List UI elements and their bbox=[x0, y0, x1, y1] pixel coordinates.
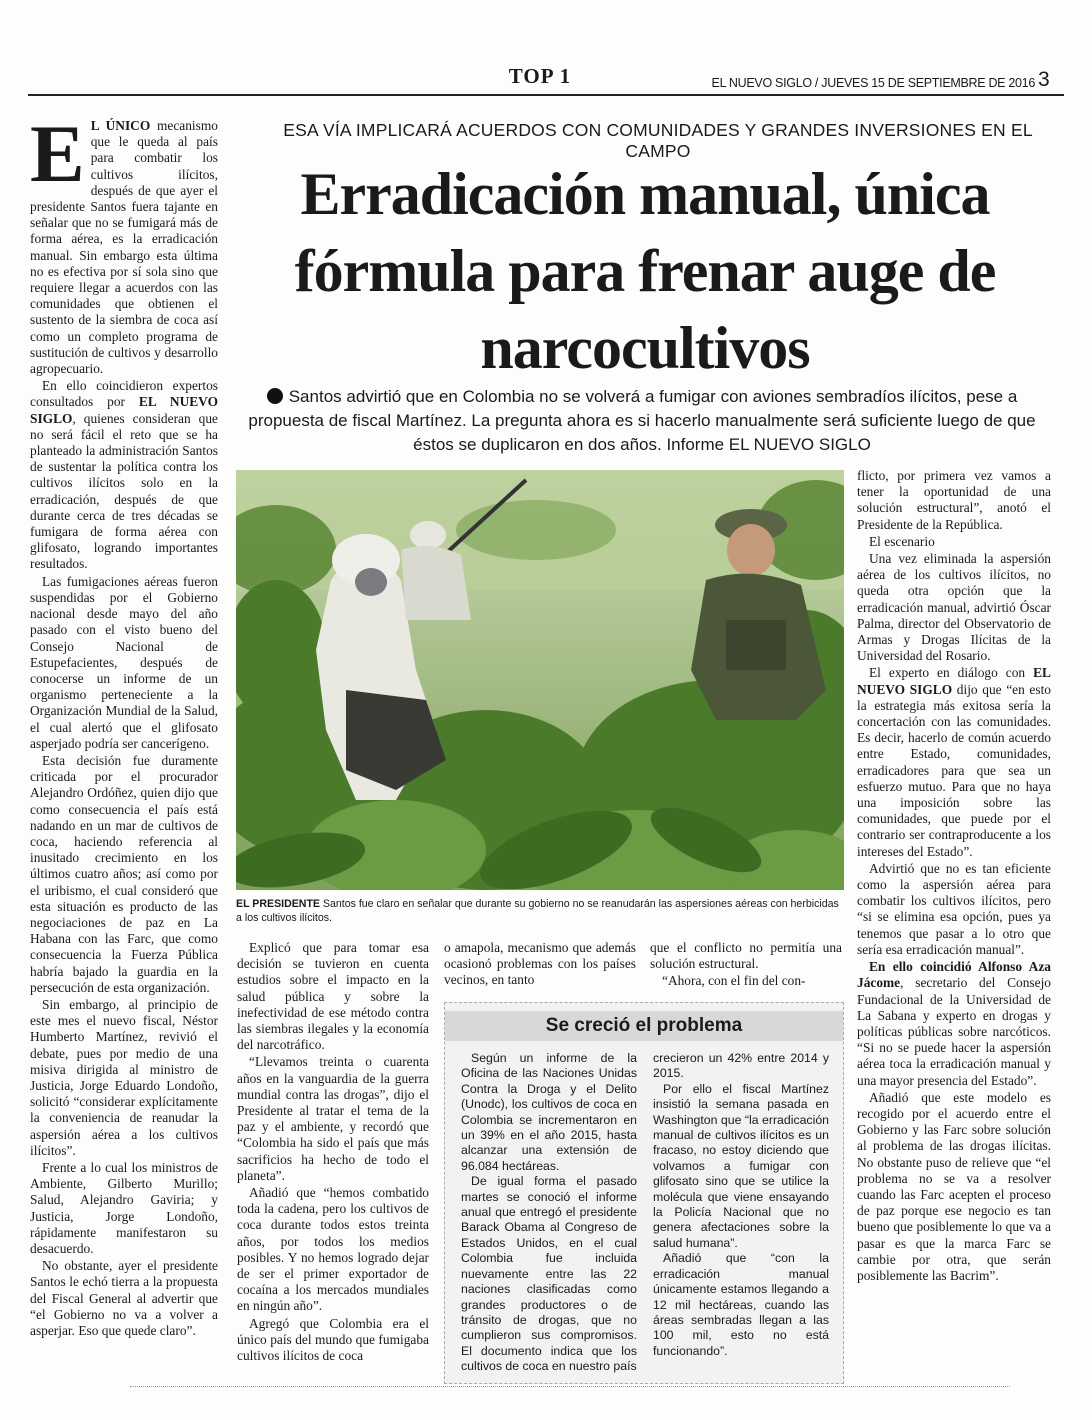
deck bbox=[242, 385, 1042, 457]
box-title: Se creció el problema bbox=[445, 1011, 843, 1041]
box-paragraph: Según un informe de la Oficina de las Naciones Unidas Contra la Droga y el Delito (Unodc), los cultivos de coca en Colombia se incrementaron en un 39% en el año 2015, hasta alcanzar una extensión de 96.084 hectáreas. bbox=[461, 1051, 637, 1173]
paragraph: No obstante, ayer el presidente Santos le echó tierra a la propuesta del Fiscal General al advertir que “el Gobierno no va a volver a asperjar. Eso que quede claro”. bbox=[30, 1258, 218, 1339]
caption-text: Santos fue claro en señalar que durante su gobierno no se reanudarán las aspersiones aéreas con herbicidas a los cultivos ilícitos. bbox=[236, 898, 839, 924]
bottom-rule bbox=[130, 1386, 1010, 1387]
paragraph: Agregó que Colombia era el único país del mundo que fumigaba cultivos ilícitos de coca bbox=[237, 1315, 429, 1364]
paragraph: Esta decisión fue duramente criticada por el procurador Alejandro Ordóñez, quien dijo que como consecuencia el país está nadando en un mar de cultivos de coca, haciendo referencia al inusitado crecimiento en los últimos cuatro años; así como por el uribismo, el cual consideró que esta situación es producto de las negociaciones de paz en La Habana con las Farc, que como consecuencia la Fuerza Pública habría bajado la guardia en la persecución de esta organización. bbox=[30, 752, 218, 995]
paragraph-text: , quienes consideran que no será fácil el reto que se ha planteado la administración Santos de sustentar la política contra los cultivos ilícitos solo en la erradicación, después de que durante cerca de tres décadas se fumigara de forma aérea con glifosato, logrando importantes resultados. bbox=[30, 410, 218, 572]
paper-info: EL NUEVO SIGLO / JUEVES 15 DE SEPTIEMBRE DE 2016 bbox=[711, 76, 1035, 90]
paragraph: que el conflicto no permitía una solución estructural. bbox=[650, 940, 842, 972]
paragraph: “Ahora, con el fin del con- bbox=[662, 973, 806, 989]
paragraph: Explicó que para tomar esa decisión se tuvieron en cuenta estudios sobre el impacto en la salud pública y sobre la inefectividad de ese método contra las siembras ilegales y la economía del narcotráfico. bbox=[237, 940, 429, 1053]
header-rule bbox=[28, 94, 1064, 96]
paragraph-text: En ello coincidieron expertos consultados por bbox=[30, 378, 218, 410]
section-label: TOP 1 bbox=[508, 64, 572, 88]
subhead: El escenario bbox=[869, 533, 935, 549]
caption-lead: EL PRESIDENTE bbox=[236, 898, 320, 910]
column-right bbox=[857, 468, 1051, 1285]
box-column-1 bbox=[461, 1051, 637, 1375]
paragraph-text: El experto en diálogo con bbox=[869, 665, 1034, 681]
paragraph: Añadió que este modelo es recogido por el acuerdo entre el Gobierno y las Farc sobre solución al problema de las drogas ilícitas. No obstante puso de relieve que “el problema no se va a resolver cuando las Farc acepten el proceso de paz porque ese negocio es tan bueno que posiblemente lo que va a pasar es que la marca Farc se cambie por otra, que serán posiblemente las Bacrim”. bbox=[857, 1089, 1051, 1283]
article-photo bbox=[236, 470, 844, 890]
paragraph: Añadió que “hemos combatido toda la cadena, pero los cultivos de coca durante todos estos treinta años, por todos los medios posibles. Y no hemos logrado dejar de ser el primer exportador de cocaína a los mercados mundiales en ningún año”. bbox=[237, 1185, 429, 1314]
newspaper-name: EL NUEVO SIGLO bbox=[30, 394, 219, 426]
box-column-2 bbox=[653, 1051, 829, 1359]
kicker: ESA VÍA IMPLICARÁ ACUERDOS CON COMUNIDADES Y GRANDES INVERSIONES EN EL CAMPO bbox=[283, 120, 1033, 161]
sidebar-box bbox=[444, 1002, 844, 1384]
deck-text: Santos advirtió que en Colombia no se volverá a fumigar con aviones sembradíos ilícitos, pese a propuesta de fiscal Martínez. La pregunta ahora es si hacerlo manualmente será suficiente luego de que éstos se duplicaron en dos años. Informe EL NUEVO SIGLO bbox=[248, 387, 1036, 454]
photo-caption bbox=[236, 897, 844, 925]
paragraph-text: dijo que “en esto la estrategia más exitosa sería la concertación con las comunidades. Es decir, hacerlo de común acuerdo entre Estado, comunidades, erradicadores para que sea un esfuerzo mutuo. Para que no haya una imposición sobre las comunidades, que puede por el contrario ser contraproducente a los intereses del Estado”. bbox=[857, 681, 1052, 859]
paragraph: Las fumigaciones aéreas fueron suspendidas por el Gobierno nacional desde mayo del año pasado con el visto bueno del Consejo Nacional de Estupefacientes, después de conocerse un informe de un organismo perteneciente a la Organización Mundial de la Salud, el cual alertó que el glifosato asperjado podría ser cancerígeno. bbox=[30, 573, 218, 751]
box-paragraph: De igual forma el pasado martes se conoció el informe anual que entregó el presidente Barack Obama al Congreso de Estados Unidos, en el cual Colombia fue incluida nuevamente entre las 22 naciones clasificadas como grandes productores o de tránsito de drogas, que no cumplieron sus compromisos. El documento indica que los cultivos de coca en nuestro país bbox=[461, 1174, 637, 1374]
paragraph bbox=[857, 665, 1051, 859]
paragraph bbox=[30, 378, 218, 572]
paragraph-text: mecanismo que le queda al país para combatir los cultivos ilícitos, después de que ayer el presidente Santos fuera tajante en señalar que no se fumigará más de forma aérea, es la erradicación manual. Sin embargo esta última no es efectiva por sí sola sino que requiere llegar a acuerdos con las comunidades que obtienen el sustento de la siembra de coca así como un completo programa de sustitución de cultivos y desarrollo agropecuario. bbox=[30, 118, 218, 377]
box-paragraph: Por ello el fiscal Martínez insistió la semana pasada en Washington que “la erradicación manual de cultivos ilícitos es un fracaso, no estoy diciendo que volvamos a fumigar con glifosato sino que se utilice la molécula que viene ensayando la Policía Nacional que no genera afectaciones sobre la salud humana”. bbox=[653, 1081, 829, 1250]
headline: Erradicación manual, única fórmula para frenar auge de narcocultivos bbox=[294, 161, 996, 381]
bullet-icon bbox=[267, 388, 283, 404]
paragraph: “Llevamos treinta o cuarenta años en la vanguardia de la guerra mundial contra las drogas”, dijo el Presidente al tratar el tema de la paz y el ambiente, y recordó que “Colombia ha sido el país que más sacrificios ha hecho de todo el planeta”. bbox=[237, 1054, 429, 1183]
column-lower-3 bbox=[650, 940, 842, 991]
paragraph: Una vez eliminada la aspersión aérea de los cultivos ilícitos, no queda otra opción que la erradicación manual, advirtió Óscar Palma, director del Observatorio de Armas y Drogas Ilícitas de la Universidad del Rosario. bbox=[857, 551, 1051, 664]
column-lower-1 bbox=[237, 940, 429, 1365]
paragraph: flicto, por primera vez vamos a tener la oportunidad de una solución estructural”, anotó el Presidente de la República. bbox=[857, 468, 1051, 532]
paragraph: o amapola, mecanismo que además ocasionó problemas con los países vecinos, en tanto bbox=[444, 940, 636, 988]
lead-in: L ÚNICO bbox=[90, 118, 151, 133]
paragraph: Sin embargo, al principio de este mes el nuevo fiscal, Néstor Humberto Martínez, revivió el debate, pues por medio de una misiva dirigida al ministro de Justicia, Jorge Eduardo Londoño, solicitó “considerar explícitamente la conveniencia de reanudar la aspersión aérea a los cultivos ilícitos”. bbox=[30, 996, 218, 1158]
paragraph: Frente a lo cual los ministros de Ambiente, Gilberto Murillo; Salud, Alejandro Gaviria; y Justicia, Jorge Londoño, rápidamente manifestaron su desacuerdo. bbox=[30, 1160, 218, 1257]
box-paragraph: Añadió que “con la erradicación manual únicamente estamos llegando a 12 mil hectáreas, cuando las áreas sembradas llegan a las 100 mil, esto no está funcionando”. bbox=[653, 1251, 829, 1358]
page-number: 3 bbox=[1038, 68, 1050, 91]
expert-name: En ello coincidió Alfonso Aza Jácome bbox=[857, 959, 1051, 991]
box-paragraph: crecieron un 42% entre 2014 y 2015. bbox=[653, 1051, 829, 1081]
paragraph bbox=[857, 959, 1051, 1089]
column-lower-2 bbox=[444, 940, 636, 990]
paragraph-text: , secretario del Consejo Fundacional de la Universidad de La Sabana y experto en drogas y políticas públicas sobre narcóticos. “Si no se puede hacer la aspersión aérea toca la erradicación manual y una mayor presencia del Estado”. bbox=[857, 975, 1051, 1088]
paragraph: Advirtió que no es tan eficiente como la aspersión aérea para combatir los cultivos ilícitos, pero “si se elimina esa opción, pues ya tenemos que pasar a lo otro que sería esa erradicación manual”. bbox=[857, 860, 1051, 957]
coca-field-photo bbox=[236, 470, 844, 890]
newspaper-name: EL NUEVO SIGLO bbox=[857, 665, 1051, 697]
drop-cap: E bbox=[30, 108, 85, 199]
column-left bbox=[30, 108, 219, 1340]
